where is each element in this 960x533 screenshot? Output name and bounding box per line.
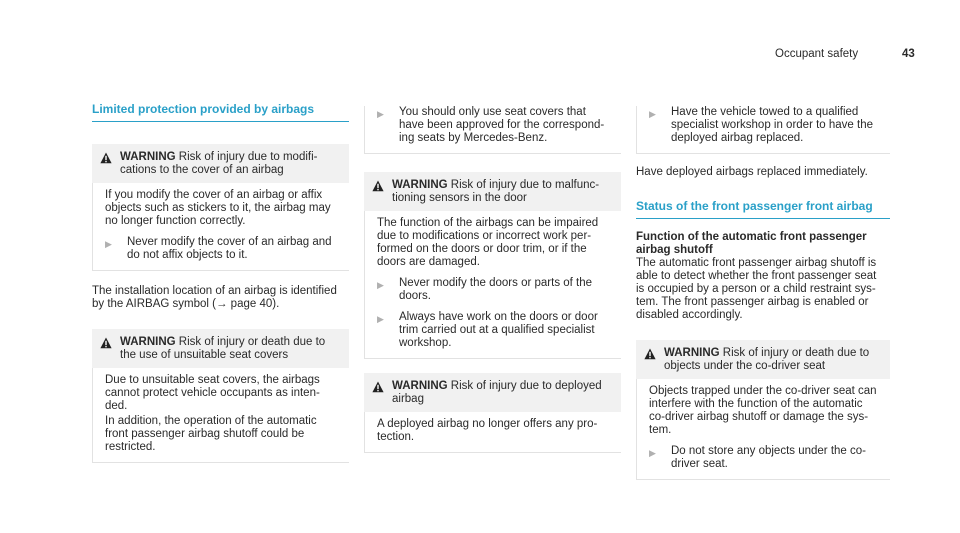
instruction-item xyxy=(377,311,613,350)
arrow-right-icon: ▶ xyxy=(649,109,656,119)
warning-box-co-driver-seat xyxy=(636,340,890,480)
column-3 xyxy=(636,102,890,480)
paragraph-line: is occupied by a person or a child restraint sys- xyxy=(636,283,876,295)
instruction-text: ing seats by Mercedes-Benz. xyxy=(399,132,548,144)
warning-label: WARNING xyxy=(392,179,448,191)
paragraph-line: tem. The front passenger airbag is enabled or xyxy=(636,296,869,308)
warning-triangle-icon xyxy=(644,348,656,360)
instruction-item xyxy=(649,445,882,471)
arrow-right-icon: ▶ xyxy=(105,239,112,249)
warning-body-line: formed on the doors or door trim, or if the xyxy=(377,243,587,255)
instruction-text: You should only use seat covers that xyxy=(399,106,586,118)
warning-body-line: no longer function correctly. xyxy=(105,215,246,227)
warning-triangle-icon xyxy=(372,180,384,192)
warning-text: Risk of injury due to malfunc- xyxy=(450,179,600,191)
instruction-item xyxy=(377,277,613,303)
warning-body-line: doors are damaged. xyxy=(377,256,480,268)
instruction-text: have been approved for the correspond- xyxy=(399,119,605,131)
warning-text: objects under the co-driver seat xyxy=(664,360,826,372)
warning-box-door-sensors xyxy=(364,172,621,359)
arrow-right-icon: ▶ xyxy=(377,109,384,119)
instruction-text: deployed airbag replaced. xyxy=(671,132,804,144)
instruction-text: specialist workshop in order to have the xyxy=(671,119,873,131)
column-2 xyxy=(364,102,621,453)
column-1 xyxy=(92,102,349,463)
instruction-item xyxy=(105,236,341,262)
warning-body-line: ded. xyxy=(105,400,128,412)
warning-label: WARNING xyxy=(120,336,176,348)
warning-label: WARNING xyxy=(392,380,448,392)
warning-body-line: cannot protect vehicle occupants as inten- xyxy=(105,387,320,399)
instruction-text: Never modify the doors or parts of the xyxy=(399,277,593,289)
paragraph-line: The installation location of an airbag is identified xyxy=(92,285,337,297)
instruction-text: workshop. xyxy=(399,337,452,349)
warning-body-line: co-driver airbag shutoff or damage the sys- xyxy=(649,411,869,423)
warning-body-line: restricted. xyxy=(105,441,156,453)
warning-continuation xyxy=(364,106,621,154)
header-section-title: Occupant safety xyxy=(775,48,859,60)
warning-body-line: In addition, the operation of the automatic xyxy=(105,415,317,427)
warning-body-line: Objects trapped under the co-driver seat can xyxy=(649,385,877,397)
warning-box-seat-covers xyxy=(92,329,349,463)
warning-body-line: If you modify the cover of an airbag or affix xyxy=(105,189,323,201)
section-title-airbag-status: Status of the front passenger front airbag xyxy=(636,199,890,219)
warning-text: Risk of injury or death due to xyxy=(722,347,870,359)
arrow-right-icon: ▶ xyxy=(649,448,656,458)
warning-triangle-icon xyxy=(372,381,384,393)
warning-body-line: A deployed airbag no longer offers any pro- xyxy=(377,418,598,430)
section-title-limited-protection: Limited protection provided by airbags xyxy=(92,102,349,122)
warning-triangle-icon xyxy=(100,152,112,164)
warning-text: cations to the cover of an airbag xyxy=(120,164,284,176)
warning-label: WARNING xyxy=(664,347,720,359)
instruction-text: driver seat. xyxy=(671,458,728,470)
instruction-item xyxy=(377,106,613,145)
paragraph-installation-location xyxy=(92,285,349,311)
subheading: Function of the automatic front passenger xyxy=(636,231,867,243)
warning-triangle-icon xyxy=(100,337,112,349)
warning-box-deployed-airbag xyxy=(364,373,621,453)
warning-text: tioning sensors in the door xyxy=(392,192,527,204)
paragraph-line: The automatic front passenger airbag shutoff is xyxy=(636,257,877,269)
instruction-text: do not affix objects to it. xyxy=(127,249,248,261)
warning-text: Risk of injury due to modifi- xyxy=(178,151,318,163)
instruction-text: Have the vehicle towed to a qualified xyxy=(671,106,859,118)
warning-body-line: Due to unsuitable seat covers, the airbags xyxy=(105,374,320,386)
paragraph-shutoff-function xyxy=(636,231,890,322)
warning-text: Risk of injury due to deployed xyxy=(450,380,602,392)
warning-body-line: The function of the airbags can be impaired xyxy=(377,217,599,229)
warning-text: the use of unsuitable seat covers xyxy=(120,349,289,361)
subheading: airbag shutoff xyxy=(636,244,713,256)
warning-body-line: interfere with the function of the automatic xyxy=(649,398,863,410)
warning-label: WARNING xyxy=(120,151,176,163)
arrow-right-icon: ▶ xyxy=(377,314,384,324)
warning-box-cover xyxy=(92,144,349,271)
warning-body-line: due to modifications or incorrect work per- xyxy=(377,230,592,242)
warning-body-line: tection. xyxy=(377,431,415,443)
warning-body-line: tem. xyxy=(649,424,672,436)
arrow-right-icon: ▶ xyxy=(377,280,384,290)
instruction-text: Always have work on the doors or door xyxy=(399,311,598,323)
warning-text: Risk of injury or death due to xyxy=(178,336,326,348)
instruction-text: trim carried out at a qualified specialist xyxy=(399,324,595,336)
instruction-item xyxy=(649,106,882,145)
paragraph-replace-airbags: Have deployed airbags replaced immediately. xyxy=(636,166,868,178)
paragraph-line: disabled accordingly. xyxy=(636,309,743,321)
paragraph-line[interactable]: by the AIRBAG symbol (→ page 40). xyxy=(92,298,280,310)
instruction-text: Never modify the cover of an airbag and xyxy=(127,236,332,248)
instruction-text: doors. xyxy=(399,290,431,302)
warning-body-line: front passenger airbag shutoff could be xyxy=(105,428,305,440)
instruction-text: Do not store any objects under the co- xyxy=(671,445,866,457)
paragraph-line: able to detect whether the front passenger seat xyxy=(636,270,877,282)
warning-continuation xyxy=(636,106,890,154)
page-number: 43 xyxy=(902,48,915,60)
warning-text: airbag xyxy=(392,393,424,405)
warning-body-line: objects such as stickers to it, the airbag may xyxy=(105,202,331,214)
